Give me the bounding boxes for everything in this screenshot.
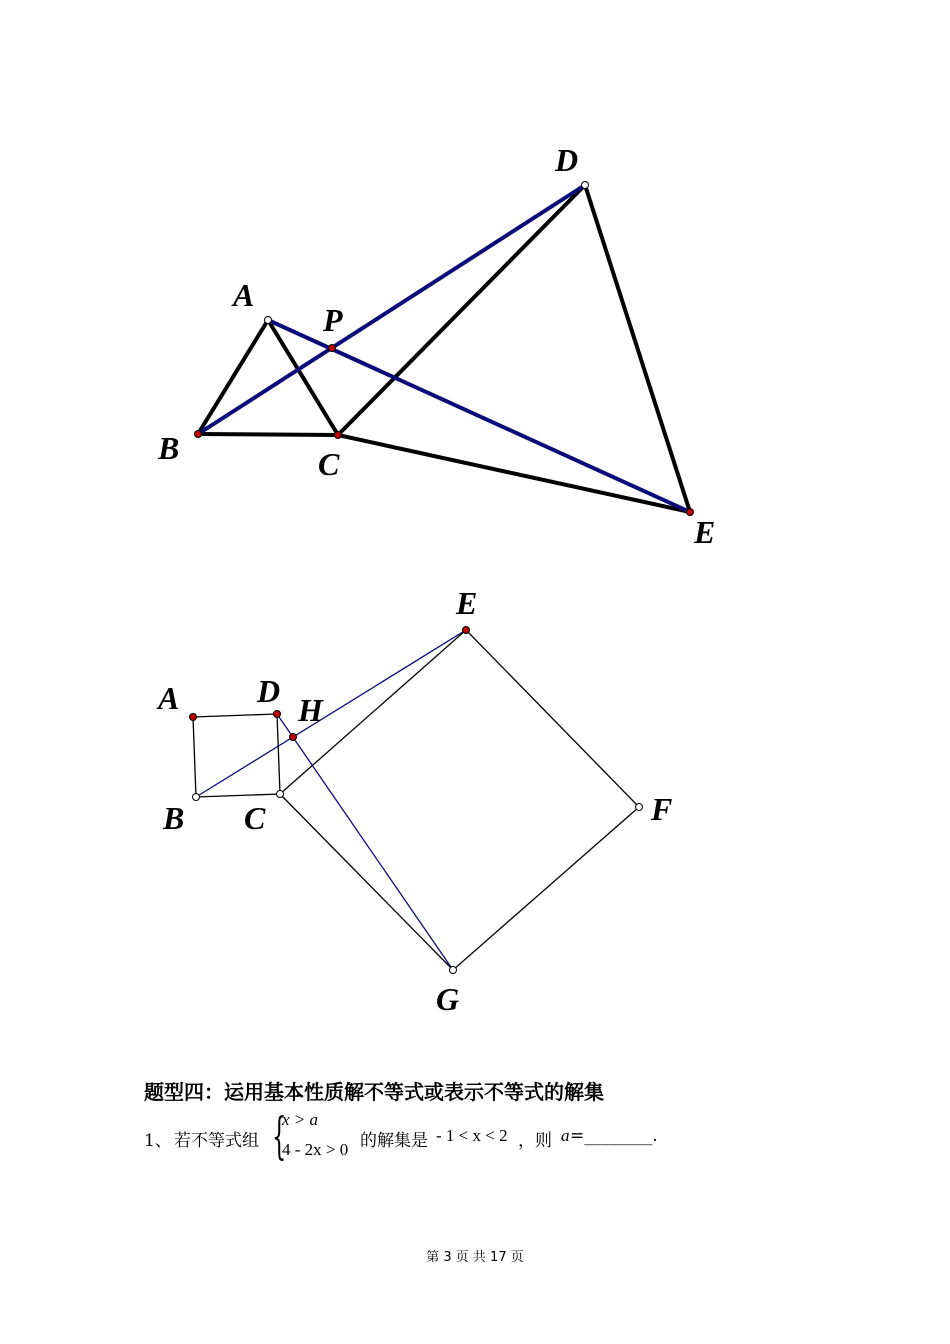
segment-bd [198,185,585,434]
segment-ce [338,435,690,512]
segment-bc [198,434,338,435]
label-f2: F [651,791,673,827]
label-p: P [323,302,343,338]
label-g2: G [436,981,460,1017]
label-c2: C [244,800,266,836]
label-h2: H [298,692,323,728]
solution-set: - 1 < x < 2 [436,1126,508,1145]
segment-dg [277,714,453,970]
point-e2 [463,627,470,634]
problem-middle: 的解集是 [360,1131,428,1151]
answer-blank[interactable]: =________. [570,1126,658,1146]
point-d2 [274,711,281,718]
label-b: B [158,430,180,466]
label-d2: D [257,673,281,709]
point-a [265,317,272,324]
point-d [582,182,589,189]
problem-number: 1、 [144,1131,172,1151]
point-a2 [190,714,197,721]
section-heading: 题型四：运用基本性质解不等式或表示不等式的解集 [144,1080,604,1104]
point-c2 [277,791,284,798]
segment-be [196,630,466,797]
point-h2 [290,734,297,741]
figure-2-squares [156,585,672,1017]
point-p [329,345,336,352]
point-f2 [636,804,643,811]
segment-ab [198,320,268,434]
point-b [195,431,202,438]
segment-de [585,185,690,512]
page-footer: 第 3 页 共 17 页 [426,1250,524,1265]
point-c [335,432,342,439]
label-a2: A [158,680,180,716]
square-abcd [193,714,280,797]
label-a: A [233,277,255,313]
problem-lead: 若不等式组 [174,1131,259,1151]
square-cefg [280,630,639,970]
segment-cd [338,185,585,435]
problem-comma: ，则 [518,1131,552,1151]
label-c: C [318,446,340,482]
system-line-2: 4 - 2x > 0 [282,1140,349,1159]
label-b2: B [163,800,185,836]
figure-1-triangles [157,142,715,550]
label-e: E [694,514,716,550]
point-b2 [193,794,200,801]
system-brace: { [272,1107,287,1165]
system-line-1: x > a [282,1110,319,1129]
variable-a: a [561,1126,570,1145]
label-e2: E [456,585,478,621]
label-d: D [555,142,579,178]
point-g2 [450,967,457,974]
point-e [687,509,694,516]
